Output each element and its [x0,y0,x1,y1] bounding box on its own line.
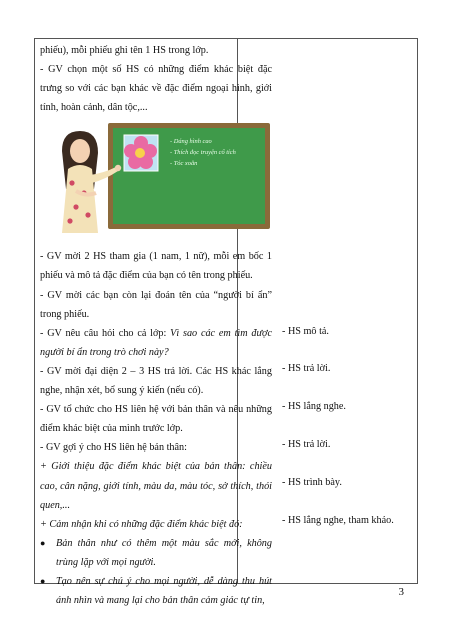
paragraph: + Cảm nhận khi có những đặc điểm khác biệt đó: [40,518,243,530]
paragraph: - GV mời các bạn còn lại đoán tên của “người bí ẩn” trong phiếu. [40,289,272,320]
student-response: - HS trình bày. [282,477,342,488]
list-item: ● Tạo nên sự chú ý cho mọi người, dễ dàng thu hút ánh nhìn và mang lại cho bản thân cảm giác tự tin, [40,572,272,610]
board-text: - Tóc xoăn [170,160,198,168]
bullet-icon: ● [40,537,46,548]
student-response: - HS mô tả. [282,326,329,337]
student-response: - HS lắng nghe, tham khảo. [282,515,394,526]
student-response: - HS lắng nghe. [282,401,346,412]
paragraph: - GV mời 2 HS tham gia (1 nam, 1 nữ), mỗi em bốc 1 phiếu và mô tả đặc điểm của bạn có tên trong phiếu. [40,251,272,282]
student-response: - HS trả lời. [282,439,331,450]
paragraph: phiếu), mỗi phiếu ghi tên 1 HS trong lớp. [40,45,209,56]
paragraph: - GV nêu câu hỏi cho cả lớp: Vì sao các em tìm được người bí ẩn trong trò chơi này? [40,327,272,358]
paragraph: - GV tổ chức cho HS liên hệ với bản thân và nêu những điểm khác biệt của mình trước lớp. [40,404,272,435]
board-text: - Dáng hình cao [170,138,212,146]
student-response: - HS trả lời. [282,363,331,374]
teacher-board-image [40,121,270,233]
paragraph: - GV mời đại diện 2 – 3 HS trả lời. Các HS khác lắng nghe, nhận xét, bổ sung ý kiến (nếu có). [40,365,272,397]
bullet-icon: ● [40,575,46,586]
paragraph: - GV gợi ý cho HS liên hệ bản thân: [40,442,187,454]
teacher-activity-column [40,41,272,610]
paragraph: + Giới thiệu đặc điểm khác biệt của bản thân: chiều cao, cân nặng, giới tính, màu da, màu tóc, sở thích, thói quen,... [40,461,272,511]
classroom-illustration [40,121,270,233]
list-item: ● Bản thân như có thêm một màu sắc mới, không trùng lặp với mọi người. [40,534,272,572]
board-text: - Thích đọc truyện cổ tích [170,149,236,157]
paragraph: - GV chọn một số HS có những điểm khác biệt đặc trưng so với các bạn khác về đặc điểm ngoại hình, giới tính, hoàn cảnh, dân tộc,... [40,64,272,114]
page-number: 3 [398,586,404,598]
